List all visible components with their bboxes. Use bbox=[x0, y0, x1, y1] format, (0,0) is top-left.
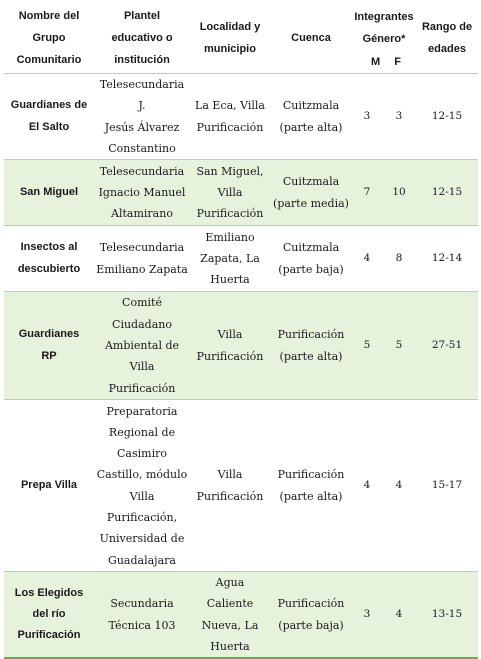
community-groups-table bbox=[4, 3, 478, 659]
cell-basin: Purificación (parte alta) bbox=[277, 468, 345, 503]
cell-age: 13-15 bbox=[431, 608, 463, 621]
cell-m: 3 bbox=[363, 608, 371, 621]
cell-group: Insectos al descubierto bbox=[17, 241, 81, 275]
header-group: Nombre del Grupo Comunitario bbox=[16, 10, 82, 66]
cell-age: 12-15 bbox=[431, 109, 463, 122]
cell-school: Telesecundaria J. Jesús Álvarez Constantino bbox=[99, 78, 185, 155]
cell-f: 10 bbox=[392, 186, 406, 199]
cell-f: 4 bbox=[395, 608, 403, 621]
header-locality: Localidad y municipio bbox=[199, 21, 261, 55]
cell-basin: Purificación (parte baja) bbox=[277, 597, 345, 632]
cell-locality: La Eca, Villa Purificación bbox=[195, 99, 265, 134]
cell-m: 3 bbox=[363, 109, 371, 122]
cell-f: 3 bbox=[395, 109, 403, 122]
cell-group: Guardianes de El Salto bbox=[10, 99, 88, 133]
header-m: M bbox=[371, 56, 381, 68]
header-members bbox=[352, 3, 416, 74]
table-row bbox=[4, 74, 478, 160]
cell-school: Telesecundaria Emiliano Zapata bbox=[96, 241, 188, 276]
header-row bbox=[4, 3, 478, 74]
cell-basin: Cuitzmala (parte media) bbox=[273, 175, 349, 210]
cell-f: 8 bbox=[395, 252, 403, 265]
table-container bbox=[4, 3, 478, 659]
table-row bbox=[4, 400, 478, 572]
cell-age: 12-15 bbox=[431, 186, 463, 199]
header-age: Rango de edades bbox=[421, 21, 473, 55]
cell-age: 15-17 bbox=[431, 479, 463, 492]
cell-locality: Agua Caliente Nueva, La Huerta bbox=[201, 576, 259, 654]
cell-school: Preparatoria Regional de Casimiro Castillo, módulo Villa Purificación, Universidad de Guadalajara bbox=[96, 404, 188, 567]
cell-m: 4 bbox=[363, 252, 371, 265]
cell-m: 7 bbox=[363, 186, 371, 199]
table-row bbox=[4, 572, 478, 659]
cell-locality: Emiliano Zapata, La Huerta bbox=[200, 230, 260, 287]
cell-locality: Villa Purificación bbox=[196, 328, 264, 363]
header-f: F bbox=[394, 56, 401, 68]
cell-m: 5 bbox=[363, 339, 371, 352]
cell-basin: Purificación (parte alta) bbox=[277, 328, 345, 363]
cell-locality: San Miguel, Villa Purificación bbox=[196, 164, 264, 221]
table-row bbox=[4, 160, 478, 226]
table-row bbox=[4, 292, 478, 400]
cell-school: Telesecundaria Ignacio Manuel Altamirano bbox=[98, 164, 186, 221]
cell-locality: Villa Purificación bbox=[196, 468, 264, 503]
cell-age: 12-14 bbox=[431, 252, 463, 265]
cell-basin: Cuitzmala (parte alta) bbox=[279, 99, 343, 134]
cell-group: Prepa Villa bbox=[20, 479, 78, 492]
cell-age: 27-51 bbox=[431, 339, 463, 352]
cell-school: Comité Ciudadano Ambiental de Villa Purificación bbox=[104, 296, 180, 395]
header-members-title: Integrantes Género* bbox=[354, 11, 414, 45]
cell-school: Secundaria Técnica 103 bbox=[108, 597, 176, 632]
cell-f: 5 bbox=[395, 339, 403, 352]
header-school: Plantel educativo o institución bbox=[111, 10, 173, 66]
header-basin: Cuenca bbox=[291, 32, 331, 44]
cell-basin: Cuitzmala (parte baja) bbox=[278, 241, 344, 276]
cell-m: 4 bbox=[363, 479, 371, 492]
cell-f: 4 bbox=[395, 479, 403, 492]
cell-group: San Miguel bbox=[19, 186, 79, 199]
table-row bbox=[4, 226, 478, 292]
cell-group: Los Elegidos del río Purificación bbox=[14, 586, 84, 642]
cell-group: Guardianes RP bbox=[18, 328, 80, 362]
